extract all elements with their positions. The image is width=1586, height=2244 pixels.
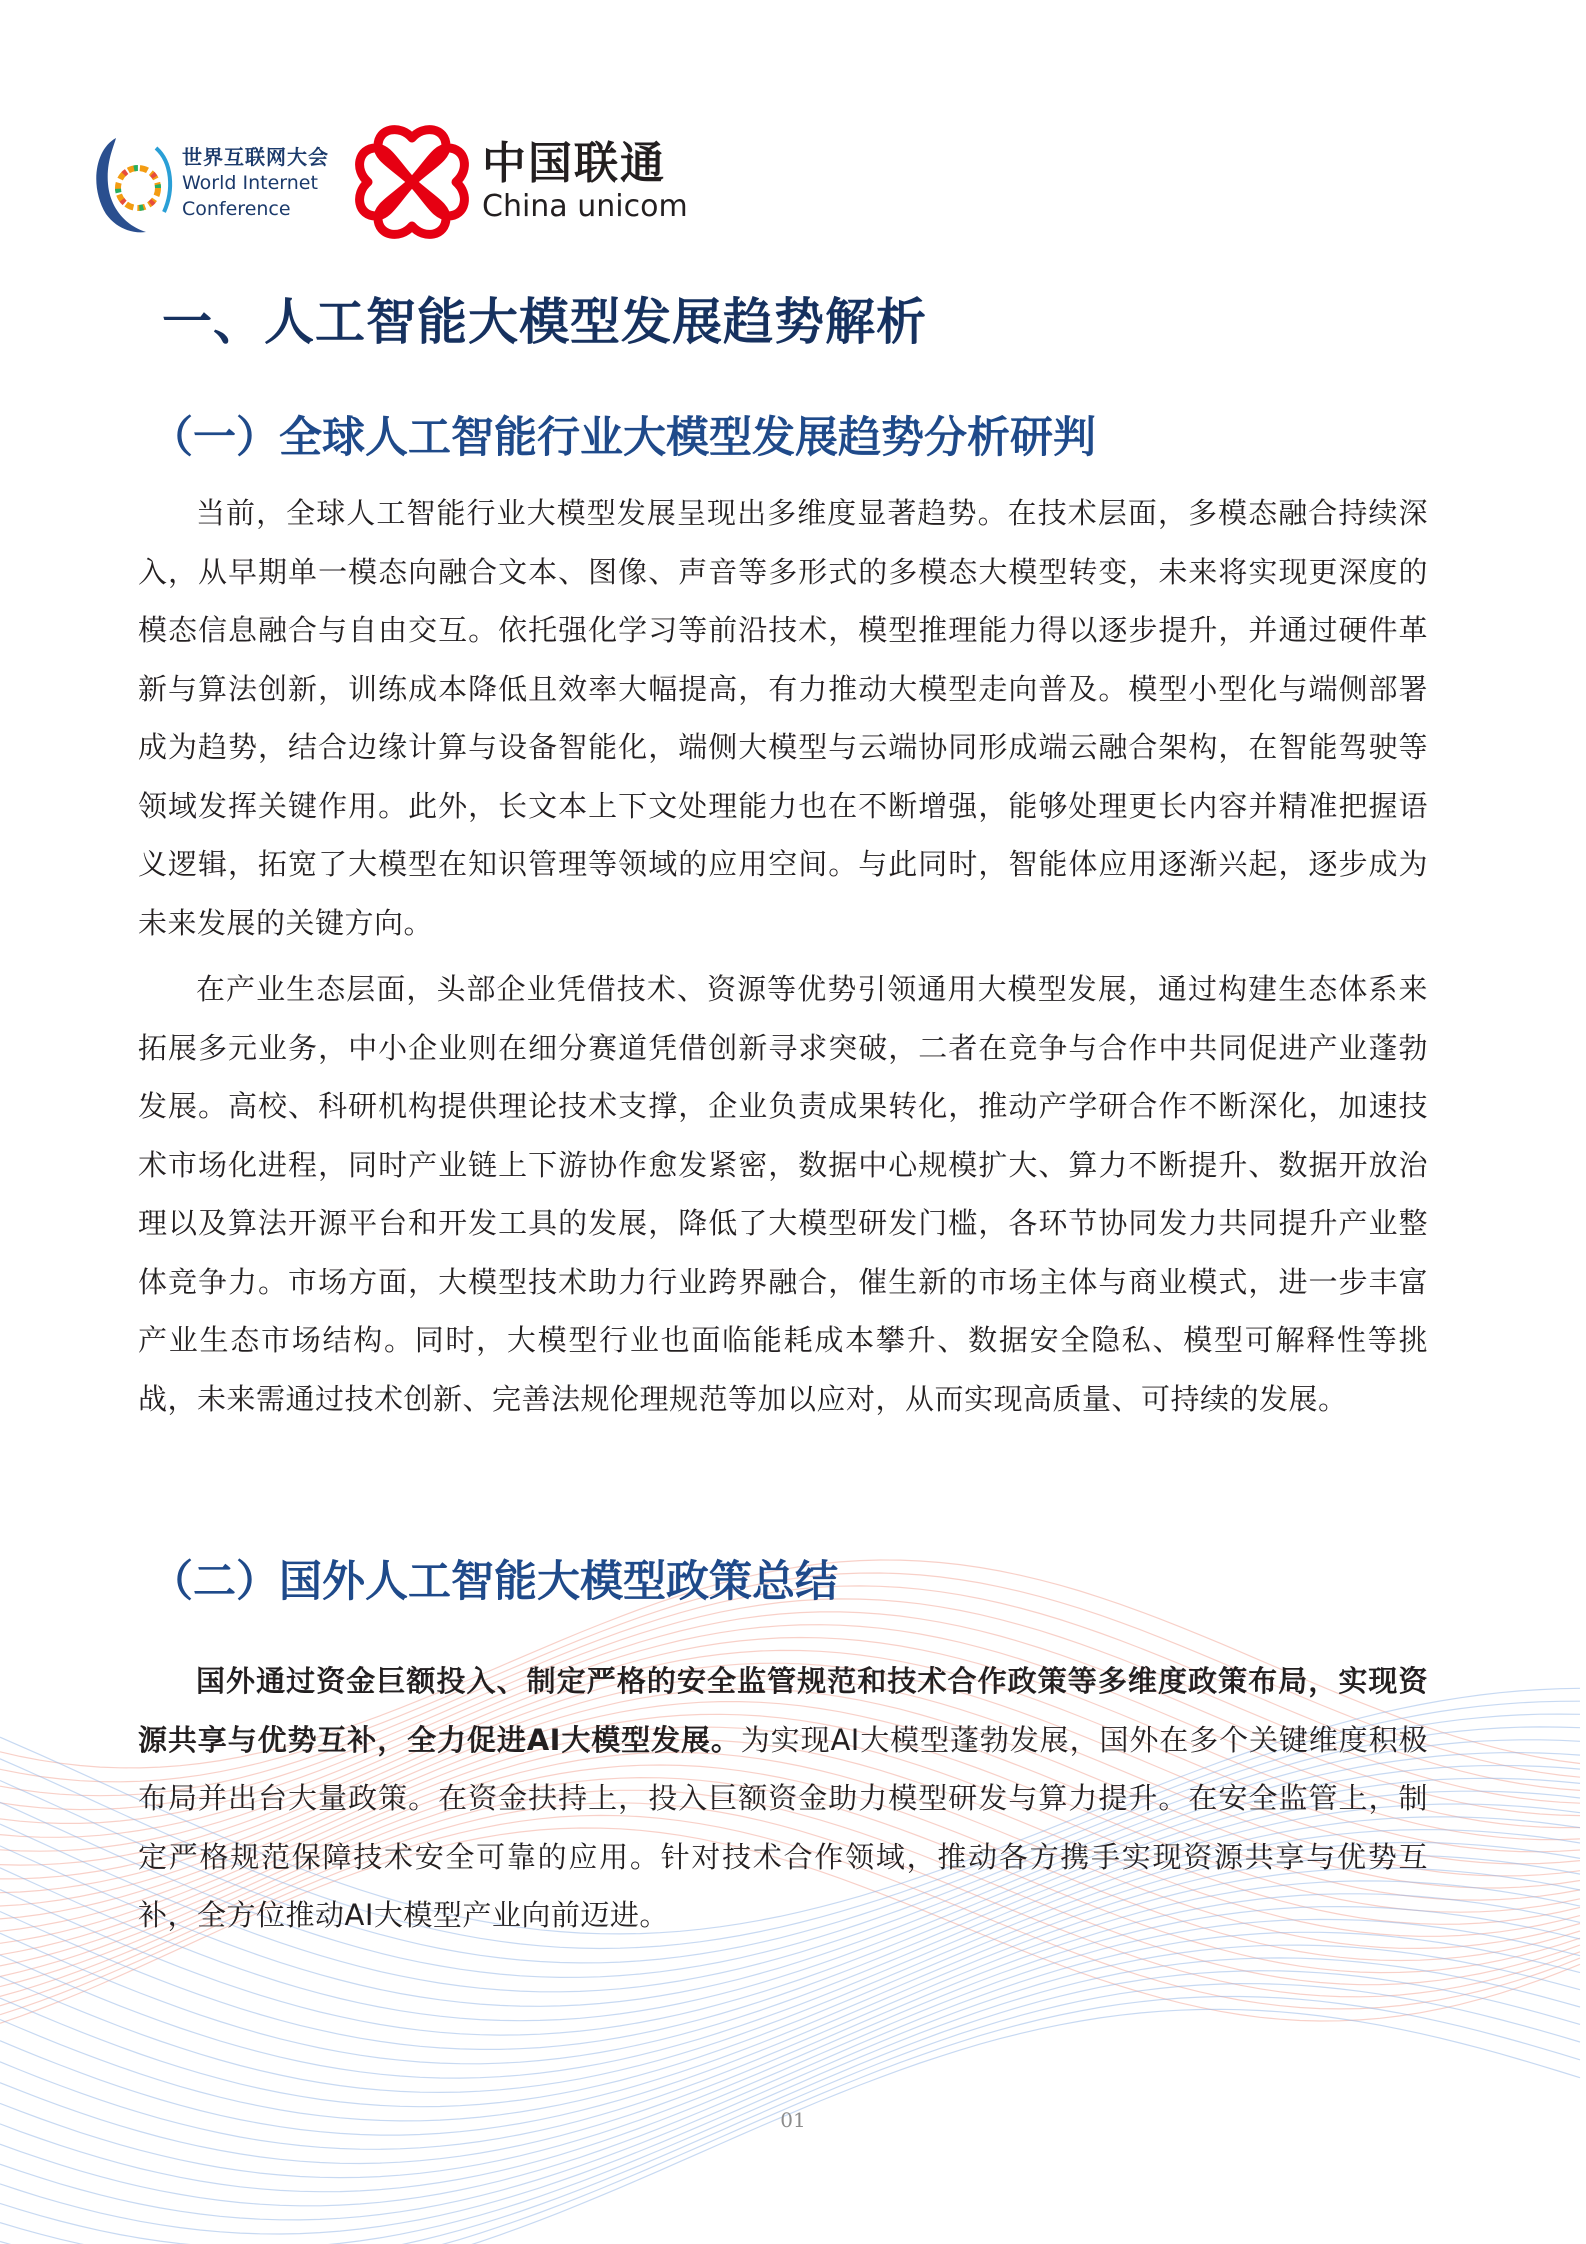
chapter-title: 一、人工智能大模型发展趋势解析 <box>162 293 927 351</box>
wic-name-en-line2: Conference <box>182 198 291 220</box>
wic-name-cn: 世界互联网大会 <box>182 145 329 169</box>
wic-name-en-line1: World Internet <box>182 172 318 194</box>
wic-globe-icon <box>86 128 174 240</box>
section1-heading: （一）全球人工智能行业大模型发展趋势分析研判 <box>150 413 1096 463</box>
unicom-name-en: China unicom <box>482 189 688 224</box>
wave-line-cool <box>0 1945 1580 2220</box>
unicom-name-cn: 中国联通 <box>482 138 666 189</box>
section1-paragraph-1: 当前，全球人工智能行业大模型发展呈现出多维度显著趋势。在技术层面，多模态融合持续深入，从早期单一模态向融合文本、图像、声音等多形式的多模态大模型转变，未来将实现更深度的模态信息融合与自由交互。依托强化学习等前沿技术，模型推理能力得以逐步提升，并通过硬件革新与算法创新，训练成本降低且效率大幅提高，有力推动大模型走向普及。模型小型化与端侧部署成为趋势，结合边缘计算与设备智能化，端侧大模型与云端协同形成端云融合架构，在智能驾驶等领域发挥关键作用。此外，长文本上下文处理能力也在不断增强，能够处理更长内容并精准把握语义逻辑，拓宽了大模型在知识管理等领域的应用空间。与此同时，智能体应用逐渐兴起，逐步成为未来发展的关键方向。 <box>138 496 1428 940</box>
section1-paragraph-2: 在产业生态层面，头部企业凭借技术、资源等优势引领通用大模型发展，通过构建生态体系来拓展多元业务，中小企业则在细分赛道凭借创新寻求突破，二者在竞争与合作中共同促进产业蓬勃发展。高校、科研机构提供理论技术支撑，企业负责成果转化，推动产学研合作不断深化，加速技术市场化进程，同时产业链上下游协作愈发紧密，数据中心规模扩大、算力不断提升、数据开放治理以及算法开源平台和开发工具的发展，降低了大模型研发门槛，各环节协同发力共同提升产业整体竞争力。市场方面，大模型技术助力行业跨界融合，催生新的市场主体与商业模式，进一步丰富产业生态市场结构。同时，大模型行业也面临能耗成本攀升、数据安全隐私、模型可解释性等挑战，未来需通过技术创新、完善法规伦理规范等加以应对，从而实现高质量、可持续的发展。 <box>138 972 1428 1416</box>
page-number: 01 <box>780 2108 806 2132</box>
section2-heading: （二）国外人工智能大模型政策总结 <box>150 1557 838 1607</box>
section2-paragraph <box>138 1652 1428 1945</box>
header-logos <box>86 118 786 248</box>
unicom-knot-icon <box>348 118 476 246</box>
section2-body: 为实现AI大模型蓬勃发展，国外在多个关键维度积极布局并出台大量政策。在资金扶持上，投入巨额资金助力模型研发与算力提升。在安全监管上，制定严格规范保障技术安全可靠的应用。针对技术合作领域，推动各方携手实现资源共享与优势互补，全方位推动AI大模型产业向前迈进。 <box>138 1722 1428 1932</box>
section2-lead-bold: 国外通过资金巨额投入、制定严格的安全监管规范和技术合作政策等多维度政策布局，实现资源共享与优势互补，全力促进AI大模型发展。 <box>138 1664 1428 1757</box>
